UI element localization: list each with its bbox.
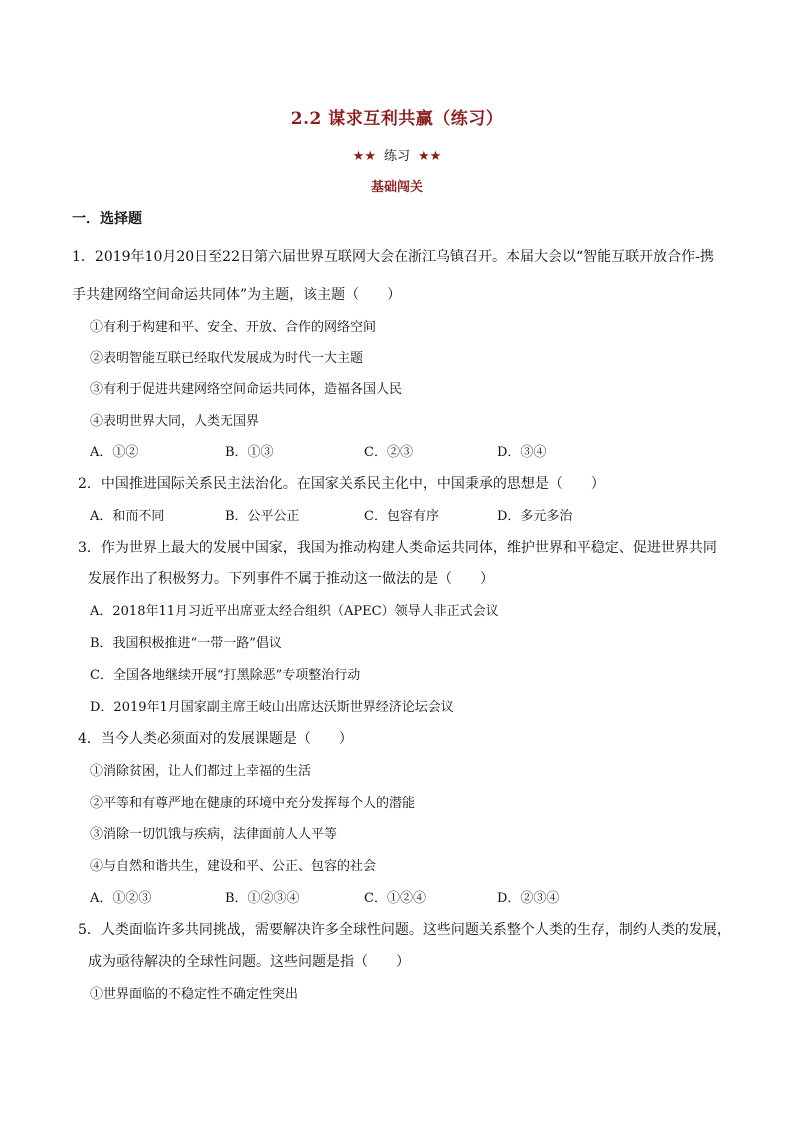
q4-choice-d: D．②③④ <box>497 891 560 906</box>
section-heading: 基础闯关 <box>370 180 423 195</box>
q2-choice-d: D．多元多治 <box>497 509 573 524</box>
q1-choice-b: B．①③ <box>225 445 274 460</box>
q3-choice-c: C．全国各地继续开展“打黑除恶”专项整治行动 <box>90 668 361 683</box>
q1-choice-a: A．①② <box>90 445 139 460</box>
q1-option: ①有利于构建和平、安全、开放、合作的网络空间 <box>90 320 377 335</box>
q4-choice-c: C．①②④ <box>364 891 426 906</box>
subtitle-text: 练习 <box>383 149 410 164</box>
q5-line2: 成为亟待解决的全球性问题。这些问题是指（ ） <box>88 954 410 970</box>
q1-option: ③有利于促进共建网络空间命运共同体，造福各国人民 <box>90 382 403 397</box>
q3-line2: 发展作出了积极努力。下列事件不属于推动这一做法的是（ ） <box>88 571 494 587</box>
q3-line1: 3．作为世界上最大的发展中国家，我国为推动构建人类命运共同体，维护世界和平稳定、促进世界共同 <box>78 540 717 556</box>
q4-option: ①消除贫困，让人们都过上幸福的生活 <box>90 764 312 779</box>
stars-left: ★★ <box>352 149 376 164</box>
q1-choice-c: C．②③ <box>364 445 413 460</box>
q4-option: ②平等和有尊严地在健康的环境中充分发挥每个人的潜能 <box>90 796 416 811</box>
q4-option: ③消除一切饥饿与疾病，法律面前人人平等 <box>90 827 338 842</box>
q1-line2: 手共建网络空间命运共同体”为主题，该主题（ ） <box>72 287 402 303</box>
q2-choice-a: A．和而不同 <box>90 509 165 524</box>
q1-option: ④表明世界大同，人类无国界 <box>90 414 260 429</box>
q2-line1: 2．中国推进国际关系民主法治化。在国家关系民主化中，中国秉承的思想是（ ） <box>78 476 605 492</box>
stars-right: ★★ <box>418 149 442 164</box>
q3-choice-a: A．2018年11月习近平出席亚太经合组织（APEC）领导人非正式会议 <box>90 604 499 619</box>
q1-option: ②表明智能互联已经取代发展成为时代一大主题 <box>90 351 364 366</box>
q2-choice-c: C．包容有序 <box>364 509 439 524</box>
q4-choice-a: A．①②③ <box>90 891 152 906</box>
q1-choice-d: D．③④ <box>497 445 547 460</box>
q4-option: ④与自然和谐共生，建设和平、公正、包容的社会 <box>90 859 377 874</box>
q5-line1: 5．人类面临许多共同挑战，需要解决许多全球性问题。这些问题关系整个人类的生存，制约人类的发展， <box>78 922 731 938</box>
q3-choice-b: B．我国积极推进“一带一路”倡议 <box>90 636 282 651</box>
subtitle <box>0 145 794 164</box>
q2-choice-b: B．公平公正 <box>225 509 300 524</box>
q1-line1: 1．2019年10月20日至22日第六届世界互联网大会在浙江乌镇召开。本届大会以“智能互联开放合作-携 <box>72 249 714 265</box>
question-type-heading: 一．选择题 <box>72 211 142 227</box>
q3-choice-d: D．2019年1月国家副主席王岐山出席达沃斯世界经济论坛会议 <box>90 700 454 715</box>
page-title: 2.2 谋求互利共赢（练习） <box>290 109 504 129</box>
q4-choice-b: B．①②③④ <box>225 891 300 906</box>
q4-line1: 4．当今人类必须面对的发展课题是（ ） <box>78 731 353 747</box>
q5-option: ①世界面临的不稳定性不确定性突出 <box>90 987 299 1002</box>
